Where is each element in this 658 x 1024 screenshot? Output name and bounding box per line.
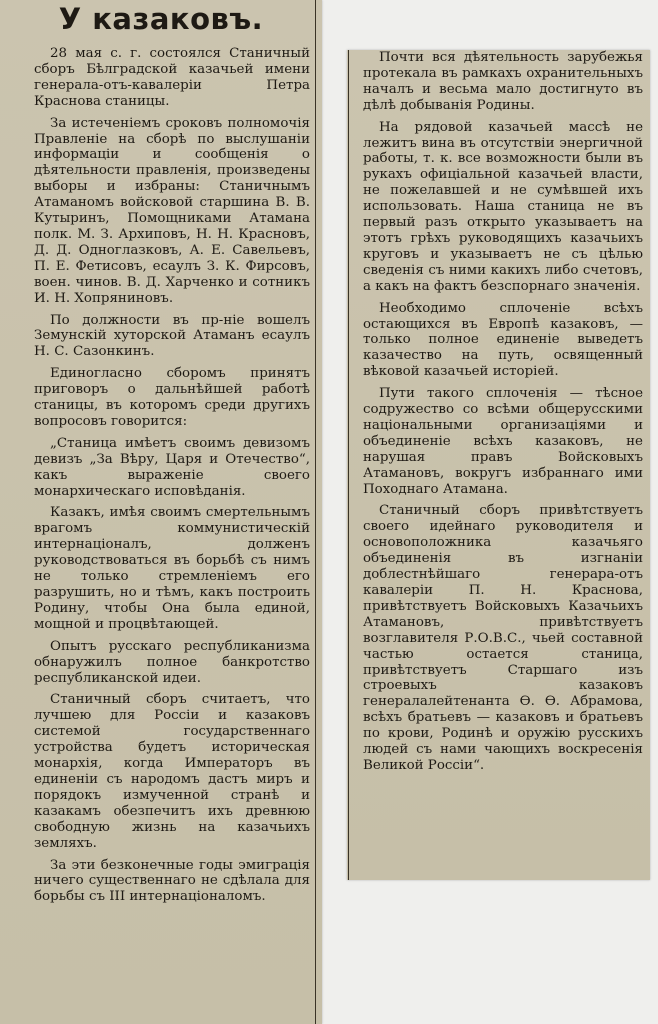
paragraph: Необходимо сплоченіе всѣхъ остающихся въ Европѣ казаковъ, — только полное единеніе выведетъ казачество на путь, освященный вѣковой казачьей исторіей. [363,300,643,380]
column-rule [315,0,316,1024]
quoted-paragraph: Казакъ, имѣя своимъ смертельнымъ врагомъ коммунистическій интернаціоналъ, долженъ руководствоваться въ борьбѣ съ нимъ не только стремленіемъ его разрушить, но и тѣмъ, какъ построить Родину, чтобы Она была единой, мощной и процвѣтающей. [34,505,310,632]
paragraph: На рядовой казачьей массѣ не лежитъ вина въ отсутствіи энергичной работы, т. к. все возможности были въ рукахъ офиціальной казачьей власти, не пожелавшей и не сумѣвшей ихъ использовать. Наша станица не въ первый разъ открыто указываетъ на этотъ грѣхъ руководящихъ казачьихъ круговъ и указываетъ не съ цѣлью сведенія съ ними какихъ либо счетовъ, а какъ на фактъ безспорнаго значенія. [363,119,643,294]
paragraph: 28 мая с. г. состоялся Станичный сборъ Бѣлградской казачьей имени генерала-отъ-кавалеріи Петра Краснова станицы. [34,46,310,109]
paragraph: Единогласно сборомъ принятъ приговоръ о дальнѣйшей работѣ станицы, въ которомъ среди другихъ вопросовъ говорится: [34,366,310,429]
quoted-paragraph: Станичный сборъ считаетъ, что лучшею для Россіи и казаковъ системой государственнаго устройства будетъ историческая монархія, когда Императоръ въ единеніи съ народомъ дастъ миръ и порядокъ измученной странѣ и казакамъ обезпечитъ ихъ древнюю свободную жизнь на казачьихъ земляхъ. [34,692,310,851]
right-article-column [363,50,643,774]
left-article-column [34,46,310,905]
quoted-paragraph: Опытъ русскаго республиканизма обнаружилъ полное банкротство республиканской идеи. [34,638,310,686]
column-rule [348,50,349,880]
paragraph: Пути такого сплоченія — тѣсное содружество со всѣми общерусскими національными организаціями и объединеніе всѣхъ казаковъ, не нарушая правъ Войсковыхъ Атамановъ, вокругъ избраннаго ими Походнаго Атамана. [363,386,643,497]
paragraph: По должности въ пр-ніе вошелъ Земунскій хуторской Атаманъ есаулъ Н. С. Сазонкинъ. [34,312,310,360]
paragraph: Почти вся дѣятельность зарубежья протекала въ рамкахъ охранительныхъ началъ и весьма мало достигнуто въ дѣлѣ добыванія Родины. [363,50,643,113]
quoted-paragraph: „Станица имѣетъ своимъ девизомъ девизъ „За Вѣру, Царя и Отечество“, какъ выраженіе своего монархическаго исповѣданія. [34,435,310,499]
left-newspaper-clipping [0,0,322,1024]
right-newspaper-clipping [347,50,650,880]
paragraph: Станичный сборъ привѣтствуетъ своего идейнаго руководителя и основоположника казачьяго объединенія въ изгнаніи доблестнѣйшаго генерара-отъ кавалеріи П. Н. Краснова, привѣтствуетъ Войсковыхъ Казачьихъ Атамановъ, привѣтствуетъ возглавителя Р.О.В.С., чьей составной частью остается станица, привѣтствуетъ Старшаго изъ строевыхъ казаковъ генералалейтенанта Ѳ. Ѳ. Абрамова, всѣхъ братьевъ — казаковъ и братьевъ по крови, Родинѣ и оружію русскихъ людей съ нами чающихъ воскресенія Великой Россіи“. [363,503,643,773]
article-title: У казаковъ. [58,2,264,36]
paragraph: За истеченіемъ сроковъ полномочія Правленіе на сборѣ по выслушаніи информаціи и сообщенія о дѣятельности правленія, произведены выборы и избраны: Станичнымъ Атаманомъ войсковой старшина В. В. Кутыринъ, Помощниками Атамана полк. М. З. Архиповъ, Н. Н. Красновъ, Д. Д. Одноглазковъ, А. Е. Савельевъ, П. Е. Фетисовъ, есаулъ З. К. Фирсовъ, воен. чинов. В. Д. Харченко и сотникъ И. Н. Хопряниновъ. [34,115,310,306]
quoted-paragraph: За эти безконечные годы эмиграція ничего существеннаго не сдѣлала для борьбы съ III интернаціоналомъ. [34,857,310,905]
